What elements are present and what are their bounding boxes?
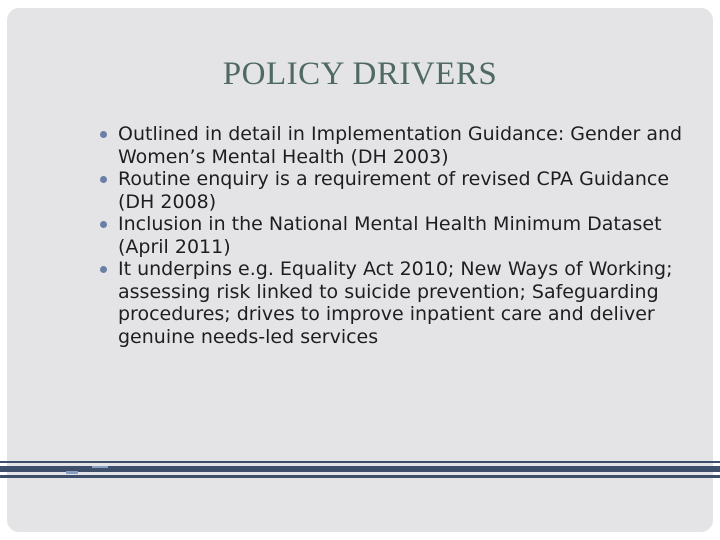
bullet-dot-icon — [100, 221, 107, 228]
bullet-dot-icon — [100, 131, 107, 138]
footer-line — [0, 466, 720, 472]
bullet-text: Outlined in detail in Implementation Guidance: Gender and Women’s Mental Health (DH 2003) — [118, 123, 683, 168]
bullet-item — [100, 123, 700, 168]
bullet-item — [100, 258, 700, 348]
bullet-text: Inclusion in the National Mental Health Minimum Dataset (April 2011) — [118, 213, 662, 258]
bullet-text: Routine enquiry is a requirement of revised CPA Guidance (DH 2008) — [118, 168, 670, 213]
bullet-item — [100, 213, 700, 258]
bullet-item — [100, 168, 700, 213]
footer-line — [0, 461, 720, 463]
footer-accent — [92, 466, 108, 468]
bullet-list — [100, 123, 700, 348]
slide-title: POLICY DRIVERS — [222, 56, 498, 92]
footer-line — [0, 475, 720, 478]
footer-accent — [66, 471, 78, 474]
bullet-dot-icon — [100, 176, 107, 183]
bullet-text: It underpins e.g. Equality Act 2010; New Ways of Working; assessing risk linked to suicide prevention; Safeguarding procedures; drives to improve inpatient care and deliver genuine needs-led services — [118, 258, 673, 348]
bullet-dot-icon — [100, 266, 107, 273]
footer-decorative-bar — [0, 461, 720, 481]
